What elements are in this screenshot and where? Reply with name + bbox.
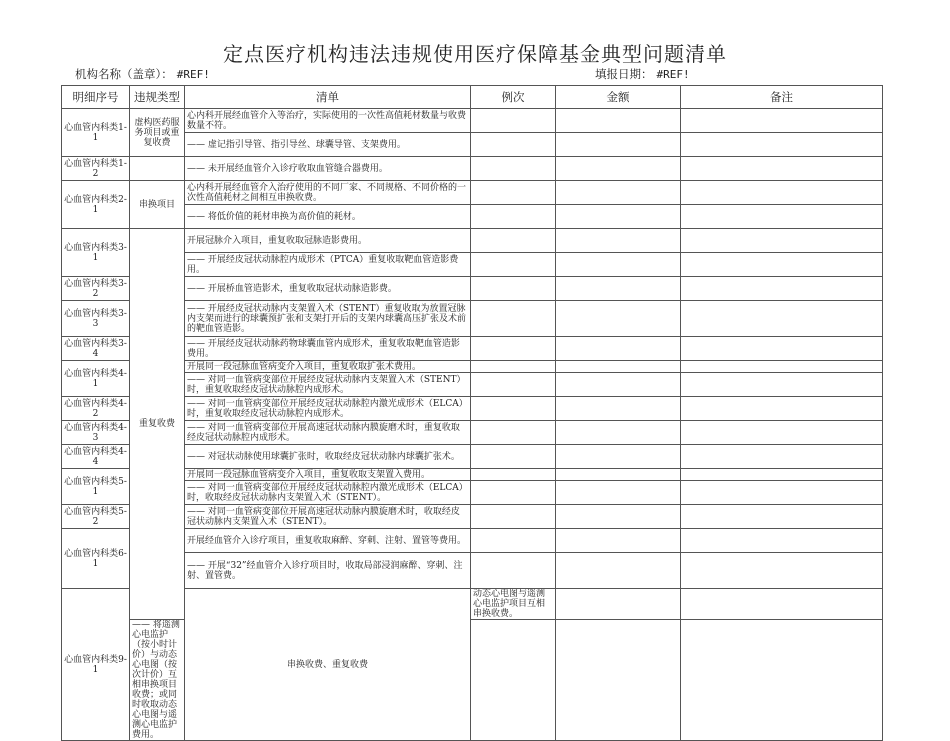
- table-row: [62, 505, 883, 529]
- case-count-cell: [471, 373, 556, 397]
- case-count-cell: [471, 553, 556, 589]
- case-count-cell: [471, 481, 556, 505]
- table-row: [62, 589, 883, 620]
- amount-cell: [556, 337, 681, 361]
- item-description-cell: —— 开展经皮冠状动脉腔内成形术（PTCA）重复收取靶血管造影费用。: [185, 253, 471, 277]
- remarks-cell: [681, 445, 883, 469]
- amount-cell: [556, 253, 681, 277]
- item-description-cell: 开展冠脉介入项目，重复收取冠脉造影费用。: [185, 229, 471, 253]
- amount-cell: [556, 277, 681, 301]
- row-id-cell: 心血管内科类1-2: [62, 157, 130, 181]
- table-row: [62, 301, 883, 337]
- amount-cell: [556, 109, 681, 133]
- row-id-cell: 心血管内科类3-2: [62, 277, 130, 301]
- table-header-row: [62, 86, 883, 109]
- remarks-cell: [681, 205, 883, 229]
- row-id-cell: 心血管内科类2-1: [62, 181, 130, 229]
- remarks-cell: [681, 277, 883, 301]
- header-cell: 清单: [185, 86, 471, 109]
- case-count-cell: [471, 181, 556, 205]
- case-count-cell: [471, 253, 556, 277]
- table-row: [62, 277, 883, 301]
- problem-list-table: [61, 85, 883, 741]
- item-description-cell: —— 对同一血管病变部位开展高速冠状动脉内膜旋磨术时，重复收取经皮冠状动脉腔内成形术。: [185, 421, 471, 445]
- item-description-cell: —— 将遥测心电监护（按小时计价）与动态心电图（按次计价）互相串换项目收费；或同时收取动态心电图与遥测心电监护费用。: [130, 620, 185, 741]
- table-row: [62, 397, 883, 421]
- row-id-cell: 心血管内科类5-1: [62, 469, 130, 505]
- header-cell: 金额: [556, 86, 681, 109]
- case-count-cell: [556, 589, 681, 620]
- case-count-cell: [471, 157, 556, 181]
- item-description-cell: 动态心电图与遥测心电监护项目互相串换收费。: [471, 589, 556, 620]
- violation-type-cell: 虚构医药服务项目或重复收费: [130, 109, 185, 157]
- remarks-cell: [681, 301, 883, 337]
- row-id-cell: 心血管内科类3-4: [62, 337, 130, 361]
- amount-cell: [556, 529, 681, 553]
- row-id-cell: 心血管内科类4-4: [62, 445, 130, 469]
- case-count-cell: [471, 337, 556, 361]
- row-id-cell: 心血管内科类5-2: [62, 505, 130, 529]
- item-description-cell: 心内科开展经血管介入治疗使用的不同厂家、不同规格、不同价格的一次性高值耗材之间相互串换收费。: [185, 181, 471, 205]
- amount-cell: [556, 445, 681, 469]
- case-count-cell: [471, 205, 556, 229]
- fill-date-value: #REF!: [656, 68, 690, 81]
- item-description-cell: —— 开展经皮冠状动脉药物球囊血管内成形术，重复收取靶血管造影费用。: [185, 337, 471, 361]
- table-row: [62, 445, 883, 469]
- table-row: [62, 481, 883, 505]
- page-title: 定点医疗机构违法违规使用医疗保障基金典型问题清单: [223, 42, 727, 66]
- fill-date-label: 填报日期：: [595, 67, 653, 81]
- item-description-cell: —— 对冠状动脉使用球囊扩张时，收取经皮冠状动脉内球囊扩张术。: [185, 445, 471, 469]
- amount-cell: [556, 553, 681, 589]
- item-description-cell: 开展经血管介入诊疗项目，重复收取麻醉、穿刺、注射、置管等费用。: [185, 529, 471, 553]
- header-cell: 例次: [471, 86, 556, 109]
- remarks-cell: [681, 373, 883, 397]
- table-row: [62, 181, 883, 205]
- case-count-cell: [471, 109, 556, 133]
- amount-cell: [556, 157, 681, 181]
- header-cell: 明细序号: [62, 86, 130, 109]
- case-count-cell: [471, 397, 556, 421]
- item-description-cell: —— 虚记指引导管、指引导丝、球囊导管、支架费用。: [185, 133, 471, 157]
- row-id-cell: 心血管内科类3-3: [62, 301, 130, 337]
- item-description-cell: —— 开展桥血管造影术，重复收取冠状动脉造影费。: [185, 277, 471, 301]
- row-id-cell: 心血管内科类1-1: [62, 109, 130, 157]
- remarks-cell: [681, 337, 883, 361]
- item-description-cell: 开展同一段冠脉血管病变介入项目，重复收取扩张术费用。: [185, 361, 471, 373]
- table-row: [62, 133, 883, 157]
- remarks-cell: [681, 361, 883, 373]
- amount-cell: [556, 469, 681, 481]
- violation-type-cell: 串换收费、重复收费: [185, 589, 471, 741]
- case-count-cell: [471, 529, 556, 553]
- amount-cell: [556, 373, 681, 397]
- remarks-cell: [681, 181, 883, 205]
- table-row: [62, 253, 883, 277]
- table-row: [62, 157, 883, 181]
- table-row: [62, 373, 883, 397]
- violation-type-cell: [130, 157, 185, 181]
- amount-cell: [556, 133, 681, 157]
- violation-type-cell: 重复收费: [130, 229, 185, 620]
- remarks-cell: [681, 620, 883, 741]
- item-description-cell: 开展同一段冠脉血管病变介入项目，重复收取支架置入费用。: [185, 469, 471, 481]
- item-description-cell: —— 对同一血管病变部位开展经皮冠状动脉内支架置入术（STENT）时，重复收取经皮冠状动脉腔内成形术。: [185, 373, 471, 397]
- item-description-cell: —— 对同一血管病变部位开展高速冠状动脉内膜旋磨术时，收取经皮冠状动脉内支架置入术（STENT）。: [185, 505, 471, 529]
- case-count-cell: [471, 301, 556, 337]
- table-row: [62, 361, 883, 373]
- item-description-cell: —— 开展“32”经血管介入诊疗项目时，收取局部浸润麻醉、穿刺、注射、置管费。: [185, 553, 471, 589]
- org-name-label: 机构名称（盖章）：: [75, 67, 173, 81]
- header-cell: 违规类型: [130, 86, 185, 109]
- table-row: [62, 529, 883, 553]
- table-row: [62, 205, 883, 229]
- item-description-cell: —— 将低价值的耗材串换为高价值的耗材。: [185, 205, 471, 229]
- table-row: [62, 229, 883, 253]
- remarks-cell: [681, 481, 883, 505]
- case-count-cell: [471, 505, 556, 529]
- remarks-cell: [681, 553, 883, 589]
- case-count-cell: [471, 361, 556, 373]
- violation-type-cell: 串换项目: [130, 181, 185, 229]
- remarks-cell: [681, 469, 883, 481]
- remarks-cell: [681, 157, 883, 181]
- row-id-cell: 心血管内科类9-1: [62, 589, 130, 741]
- case-count-cell: [471, 421, 556, 445]
- remarks-cell: [681, 529, 883, 553]
- item-description-cell: —— 未开展经血管介入诊疗收取血管缝合器费用。: [185, 157, 471, 181]
- item-description-cell: 心内科开展经血管介入等治疗，实际使用的一次性高值耗材数量与收费数量不符。: [185, 109, 471, 133]
- amount-cell: [556, 397, 681, 421]
- amount-cell: [556, 620, 681, 741]
- table-row: [62, 109, 883, 133]
- remarks-cell: [681, 133, 883, 157]
- remarks-cell: [681, 229, 883, 253]
- amount-cell: [556, 229, 681, 253]
- amount-cell: [556, 205, 681, 229]
- item-description-cell: —— 对同一血管病变部位开展经皮冠状动脉腔内激光成形术（ELCA）时，收取经皮冠状动脉内支架置入术（STENT）。: [185, 481, 471, 505]
- table-row: [62, 421, 883, 445]
- item-description-cell: —— 对同一血管病变部位开展经皮冠状动脉腔内激光成形术（ELCA）时，重复收取经皮冠状动脉腔内成形术。: [185, 397, 471, 421]
- table-row: [62, 469, 883, 481]
- header-cell: 备注: [681, 86, 883, 109]
- case-count-cell: [471, 620, 556, 741]
- amount-cell: [556, 481, 681, 505]
- amount-cell: [556, 421, 681, 445]
- org-name-field: [75, 66, 210, 82]
- amount-cell: [681, 589, 883, 620]
- case-count-cell: [471, 277, 556, 301]
- case-count-cell: [471, 445, 556, 469]
- remarks-cell: [681, 397, 883, 421]
- row-id-cell: 心血管内科类4-2: [62, 397, 130, 421]
- case-count-cell: [471, 469, 556, 481]
- row-id-cell: 心血管内科类3-1: [62, 229, 130, 277]
- amount-cell: [556, 301, 681, 337]
- remarks-cell: [681, 253, 883, 277]
- fill-date-field: [595, 66, 690, 82]
- table-row: [62, 553, 883, 589]
- case-count-cell: [471, 229, 556, 253]
- amount-cell: [556, 361, 681, 373]
- row-id-cell: 心血管内科类4-3: [62, 421, 130, 445]
- remarks-cell: [681, 109, 883, 133]
- remarks-cell: [681, 421, 883, 445]
- item-description-cell: —— 开展经皮冠状动脉内支架置入术（STENT）重复收取为放置冠脉内支架而进行的球囊预扩张和支架打开后的支架内球囊高压扩张及术前的靶血管造影。: [185, 301, 471, 337]
- amount-cell: [556, 181, 681, 205]
- table-row: [62, 337, 883, 361]
- org-name-value: #REF!: [176, 68, 210, 81]
- case-count-cell: [471, 133, 556, 157]
- row-id-cell: 心血管内科类4-1: [62, 361, 130, 397]
- amount-cell: [556, 505, 681, 529]
- row-id-cell: 心血管内科类6-1: [62, 529, 130, 589]
- remarks-cell: [681, 505, 883, 529]
